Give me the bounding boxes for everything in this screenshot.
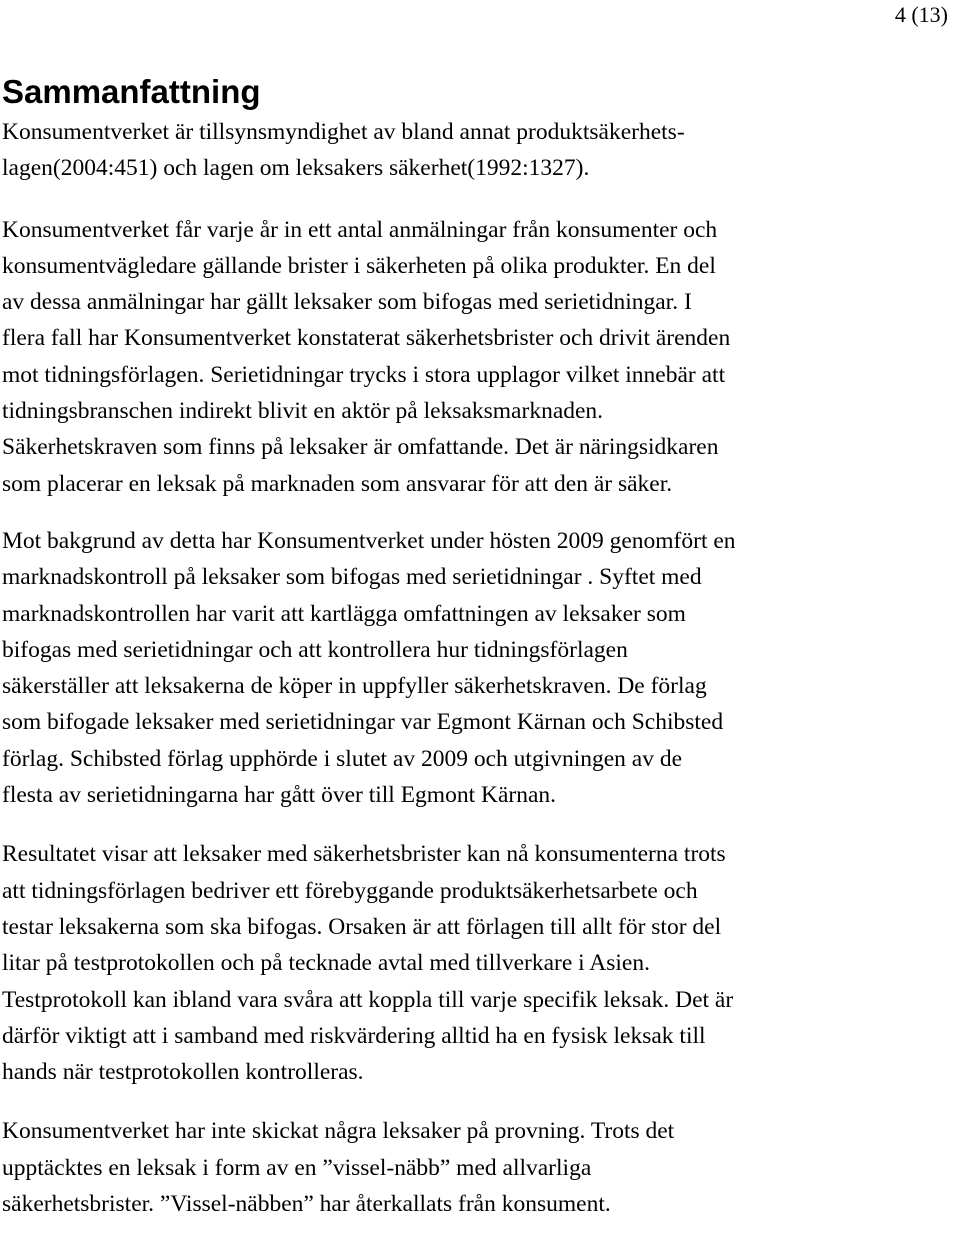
paragraph-market-control: Mot bakgrund av detta har Konsumentverket under hösten 2009 genomfört en marknadskontroll på leksaker som bifogas med serietidningar . Syftet med marknadskontrollen har varit att kartlägga omfattningen av leksaker som bifogas med serietidningar och att kontrollera hur tidningsförlagen säkerställer att leksakerna de köper in uppfyller säkerhetskraven. De förlag som bifogade leksaker med serietidningar var Egmont Kärnan och Schibsted förlag. Schibsted förlag upphörde i slutet av 2009 och utgivningen av de flesta av serietidningarna har gått över till Egmont Kärnan.	[2, 527, 736, 809]
paragraph-recall: Konsumentverket har inte skickat några leksaker på provning. Trots det upptäcktes en leksak i form av en ”vissel-näbb” med allvarliga säkerhetsbrister. ”Vissel-näbben” har återkallats från konsument.	[2, 1118, 675, 1218]
paragraph-supervision: Konsumentverket är tillsynsmyndighet av bland annat produktsäkerhets- lagen(2004:451) och lagen om leksakers säkerhet(1992:1327).	[2, 119, 685, 182]
paragraph-reports: Konsumentverket får varje år in ett antal anmälningar från konsumenter och konsumentvägledare gällande brister i säkerheten på olika produkter. En del av dessa anmälningar har gällt leksaker som bifogas med serietidningar. I flera fall har Konsumentverket konstaterat säkerhetsbrister och drivit ärenden mot tidningsförlagen. Serietidningar trycks i stora upplagor vilket innebär att tidningsbranschen indirekt blivit en aktör på leksaksmarknaden. Säkerhetskraven som finns på leksaker är omfattande. Det är näringsidkaren som placerar en leksak på marknaden som ansvarar för att den är säker.	[2, 216, 731, 497]
page-number: 4 (13)	[894, 2, 948, 27]
paragraph-results: Resultatet visar att leksaker med säkerhetsbrister kan nå konsumenterna trots att tidningsförlagen bedriver ett förebyggande produktsäkerhetsarbete och testar leksakerna som ska bifogas. Orsaken är att förlagen till allt för stor del litar på testprotokollen och på tecknade avtal med tillverkare i Asien. Testprotokoll kan ibland vara svåra att koppla till varje specifik leksak. Det är därför viktigt att i samband med riskvärdering alltid ha en fysisk leksak till hands när testprotokollen kontrolleras.	[2, 841, 734, 1086]
document-body	[2, 70, 952, 1222]
section-heading: Sammanfattning	[2, 73, 261, 110]
